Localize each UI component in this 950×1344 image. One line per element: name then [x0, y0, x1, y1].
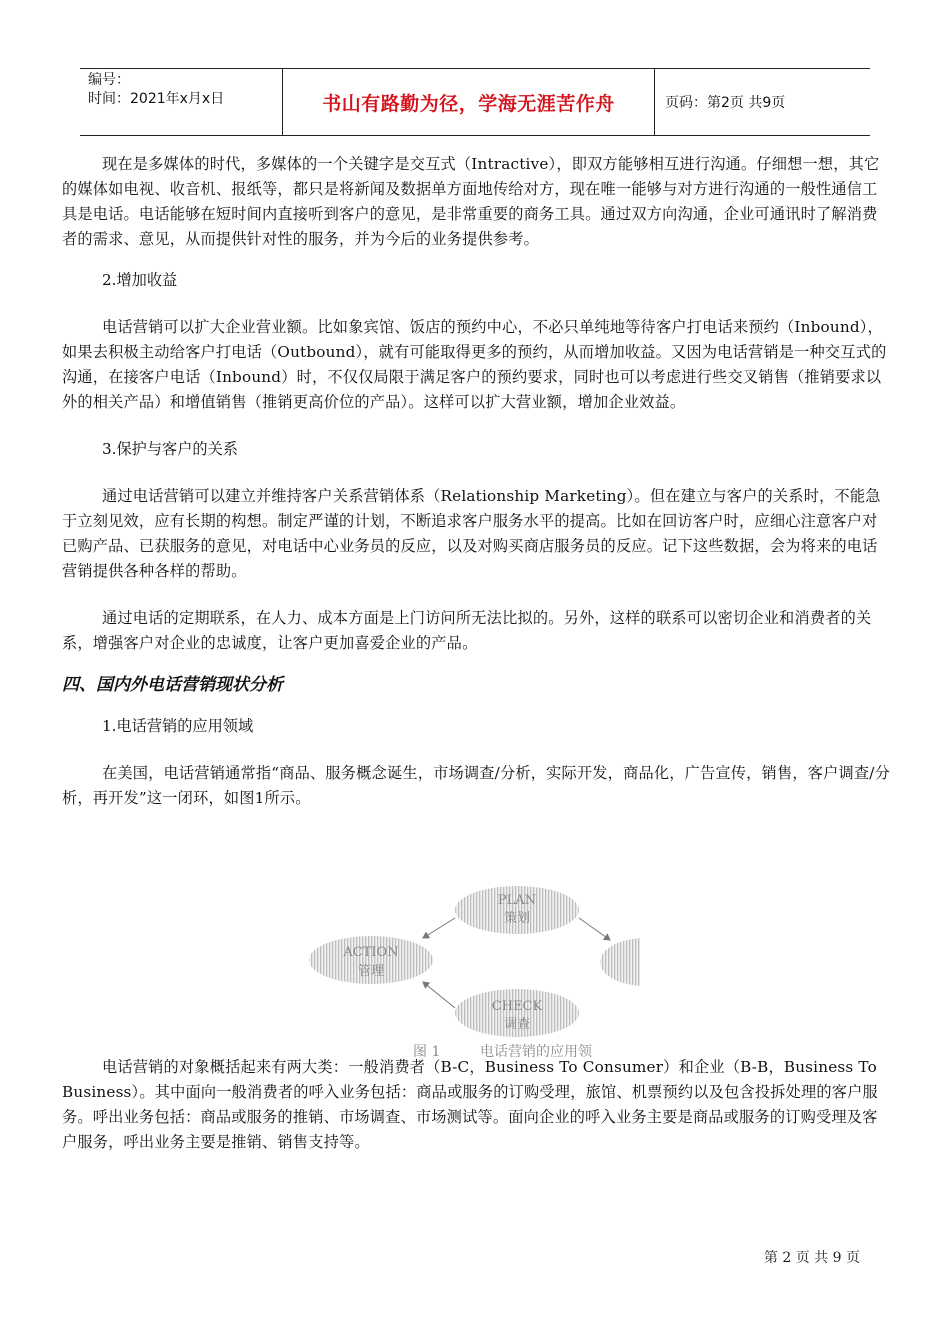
do-node-partial — [600, 938, 640, 986]
check-en-label: CHECK — [491, 999, 543, 1014]
plan-node — [455, 886, 579, 934]
page-footer — [0, 1247, 860, 1267]
arrow-plan-to-do — [579, 918, 610, 940]
check-node — [455, 989, 579, 1037]
paragraph-multimedia: 现在是多媒体的时代，多媒体的一个关键字是交互式（Intractive），即双方能够相互进行沟通。仔细想一想，其它的媒体如电视、收音机、报纸等，都只是将新闻及数据单方面地传给对方，现在唯一能够与对方进行沟通的一般性通信工具是电话。电话能够在短时间内直接听到客户的意见，是非常重要的商务工具。通过双方向沟通，企业可通讯时了解消费者的需求、意见，从而提供针对性的服务，并为今后的业务提供参考。 — [62, 155, 880, 248]
check-cn-label: 调查 — [503, 1017, 531, 1032]
paragraph-regular-contact: 通过电话的定期联系，在人力、成本方面是上门访问所无法比拟的。另外，这样的联系可以密切企业和消费者的关系，增强客户对企业的忠诚度，让客户更加喜爱企业的产品。 — [62, 609, 872, 652]
paragraph-usa-cycle: 在美国，电话营销通常指“商品、服务概念诞生，市场调查/分析，实际开发，商品化，广告宣传，销售，客户调查/分析，再开发”这一闭环，如图1所示。 — [62, 764, 890, 807]
figure-cycle-diagram — [305, 880, 640, 1070]
plan-en-label: PLAN — [497, 893, 537, 908]
action-en-label: ACTION — [343, 945, 399, 960]
page-header — [80, 68, 870, 136]
plan-cn-label: 策划 — [503, 911, 531, 926]
arrow-check-to-action — [423, 982, 455, 1008]
paragraph-relationship-marketing: 通过电话营销可以建立并维持客户关系营销体系（Relationship Marketing）。但在建立与客户的关系时，不能急于立刻见效，应有长期的构想。制定严谨的计划，不断追求客户服务水平的提高。比如在回访客户时，应细心注意客户对已购产品、已获服务的意见，对电话中心业务员的反应，以及对购买商店服务员的反应。记下这些数据，会为将来的电话营销提供各种各样的帮助。 — [62, 487, 881, 580]
action-cn-label: 管理 — [357, 964, 385, 979]
paragraph-target-groups: 电话营销的对象概括起来有两大类：一般消费者（B-C，Business To Consumer）和企业（B-B，Business To Business）。其中面向一般消费者的呼入业务包括：商品或服务的订购受理，旅馆、机票预约以及包含投拆处理的客户服务。呼出业务包括：商品或服务的推销、市场调查、市场测试等。面向企业的呼入业务主要是商品或服务的订购受理及客户服务，呼出业务主要是推销、销售支持等。 — [62, 1058, 878, 1151]
footer-page-number: 第 2 页 共 9 页 — [763, 1250, 860, 1266]
paragraph-increase-revenue: 电话营销可以扩大企业营业额。比如象宾馆、饭店的预约中心，不必只单纯地等待客户打电话来预约（Inbound），如果去积极主动给客户打电话（Outbound），就有可能取得更多的预约，从而增加收益。又因为电话营销是一种交互式的沟通，在接客户电话（Inbound）时，不仅仅局限于满足客户的预约要求，同时也可以考虑进行些交叉销售（推销要求以外的相关产品）和增值销售（推销更高价位的产品）。这样可以扩大营业额，增加企业效益。 — [62, 318, 887, 411]
motto-text: 书山有路勤为径，学海无涯苦作舟 — [322, 92, 615, 115]
header-page-cell — [655, 69, 870, 135]
figure-caption-text: 电话营销的应用领 — [480, 1044, 592, 1060]
header-motto-cell — [283, 69, 655, 135]
code-label: 编号： — [88, 72, 130, 88]
subheading-increase-revenue: 2.增加收益 — [102, 271, 178, 289]
subheading-customer-relations: 3.保护与客户的关系 — [102, 440, 238, 458]
page-label: 页码：第2页 共9页 — [665, 95, 786, 111]
action-node — [309, 936, 433, 984]
section-heading-4: 四、国内外电话营销现状分析 — [62, 675, 283, 695]
header-info-cell — [80, 69, 283, 135]
cycle-diagram-svg — [305, 880, 640, 1070]
subheading-application-fields: 1.电话营销的应用领域 — [102, 717, 254, 735]
time-label: 时间：2021年x月x日 — [88, 91, 225, 107]
arrow-plan-to-action — [423, 918, 455, 938]
figure-caption-number: 图 1 — [413, 1044, 441, 1060]
